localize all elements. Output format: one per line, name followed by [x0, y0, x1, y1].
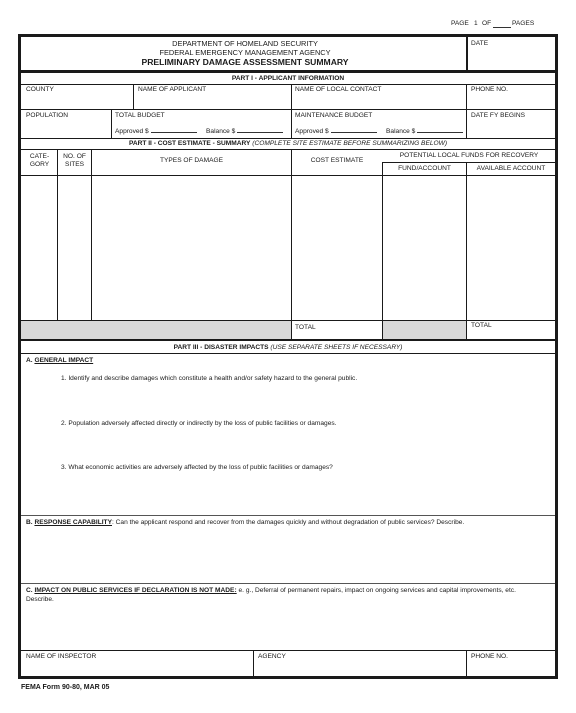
divider	[57, 149, 58, 320]
available-account-header: AVAILABLE ACCOUNT	[476, 165, 546, 172]
dept-name: DEPARTMENT OF HOMELAND SECURITY	[172, 39, 318, 48]
divider	[21, 109, 555, 110]
section-b-text: : Can the applicant respond and recover from the damages quickly and without degradation of public services? Describe.	[112, 519, 465, 526]
page-label: PAGE	[451, 20, 469, 27]
divider	[21, 353, 555, 354]
form-title: PRELIMINARY DAMAGE ASSESSMENT SUMMARY	[141, 57, 349, 67]
total-cost-label: TOTAL	[295, 324, 316, 331]
divider	[21, 583, 555, 584]
maintenance-budget-label: MAINTENANCE BUDGET	[295, 112, 373, 119]
no-of-label: NO. OF	[63, 153, 86, 160]
part3-title	[21, 345, 555, 352]
page-number: 1	[474, 20, 478, 27]
of-label: OF	[482, 20, 492, 27]
fund-account-header: FUND/ACCOUNT	[398, 165, 451, 172]
total-available-label: TOTAL	[471, 322, 492, 329]
types-of-damage-header: TYPES OF DAMAGE	[159, 157, 224, 164]
divider	[21, 84, 555, 85]
date-label: DATE	[471, 40, 489, 47]
divider	[21, 70, 555, 73]
approved-label	[115, 127, 197, 136]
divider	[466, 650, 467, 676]
section-b-label: RESPONSE CAPABILITY	[34, 519, 112, 526]
approved-text: Approved $	[115, 128, 149, 135]
divider	[133, 84, 134, 109]
divider	[291, 149, 292, 339]
divider	[466, 84, 467, 138]
applicant-name-label: NAME OF APPLICANT	[138, 86, 207, 93]
divider	[21, 149, 555, 150]
population-label: POPULATION	[26, 112, 69, 119]
divider	[21, 175, 555, 176]
gory-label: GORY	[29, 161, 50, 168]
divider	[21, 339, 555, 341]
section-c-heading	[26, 588, 516, 595]
part1-title: PART I - APPLICANT INFORMATION	[231, 75, 345, 82]
divider	[291, 84, 292, 138]
divider	[253, 650, 254, 676]
cate-label: CATE-	[29, 153, 50, 160]
section-a-prefix: A.	[26, 357, 33, 364]
part3-title-text: PART III - DISASTER IMPACTS	[173, 344, 269, 351]
inspector-phone-label: PHONE NO.	[471, 653, 509, 660]
divider	[111, 109, 112, 138]
pages-label: PAGES	[512, 20, 535, 27]
section-a-heading	[26, 358, 93, 365]
fy-begins-label: DATE FY BEGINS	[471, 112, 525, 119]
inspector-label: NAME OF INSPECTOR	[26, 653, 97, 660]
divider	[21, 515, 555, 516]
balance-label	[206, 127, 283, 136]
county-label: COUNTY	[26, 86, 54, 93]
question-2: 2. Population adversely affected directly or indirectly by the loss of public facilities or damages.	[61, 420, 337, 427]
part2-title-note: (COMPLETE SITE ESTIMATE BEFORE SUMMARIZING BELOW)	[252, 140, 448, 147]
section-b-prefix: B.	[26, 519, 33, 526]
cost-estimate-header: COST ESTIMATE	[310, 157, 364, 164]
local-contact-label: NAME OF LOCAL CONTACT	[295, 86, 382, 93]
maint-balance-label	[386, 127, 463, 136]
total-budget-label: TOTAL BUDGET	[115, 112, 165, 119]
question-1: 1. Identify and describe damages which constitute a health and/or safety hazard to the general public.	[61, 375, 358, 382]
potential-funds-header: POTENTIAL LOCAL FUNDS FOR RECOVERY	[399, 152, 539, 159]
divider	[21, 650, 555, 651]
divider	[466, 37, 468, 72]
divider	[91, 149, 92, 320]
maint-approved-label	[295, 127, 377, 136]
balance-text: Balance $	[206, 128, 236, 135]
form-id: FEMA Form 90-80, MAR 05	[21, 684, 110, 691]
section-c-prefix: C.	[26, 587, 33, 594]
page-count-line	[493, 27, 511, 28]
divider	[382, 162, 383, 339]
maint-balance-text: Balance $	[386, 128, 416, 135]
shaded-cell	[21, 321, 291, 339]
divider	[21, 138, 555, 139]
part3-title-note: (USE SEPARATE SHEETS IF NECESSARY)	[270, 344, 403, 351]
section-a-label: GENERAL IMPACT	[34, 357, 94, 364]
sites-label: SITES	[64, 161, 85, 168]
agency-label: AGENCY	[258, 653, 286, 660]
divider	[383, 162, 555, 163]
phone-label: PHONE NO.	[471, 86, 509, 93]
divider	[466, 162, 467, 339]
section-c-label: IMPACT ON PUBLIC SERVICES IF DECLARATION IS NOT MADE:	[34, 587, 237, 594]
maint-approved-text: Approved $	[295, 128, 329, 135]
section-b-heading	[26, 520, 464, 527]
part2-title	[21, 141, 555, 148]
section-c-describe: Describe.	[26, 596, 54, 603]
agency-name: FEDERAL EMERGENCY MANAGEMENT AGENCY	[159, 48, 331, 57]
section-c-text: e. g., Deferral of permanent repairs, impact on ongoing services and capital improvements, etc.	[236, 587, 516, 594]
part2-title-text: PART II - COST ESTIMATE - SUMMARY	[128, 140, 251, 147]
shaded-cell	[383, 321, 466, 339]
question-3: 3. What economic activities are adversely affected by the loss of public facilities or damages?	[61, 464, 333, 471]
